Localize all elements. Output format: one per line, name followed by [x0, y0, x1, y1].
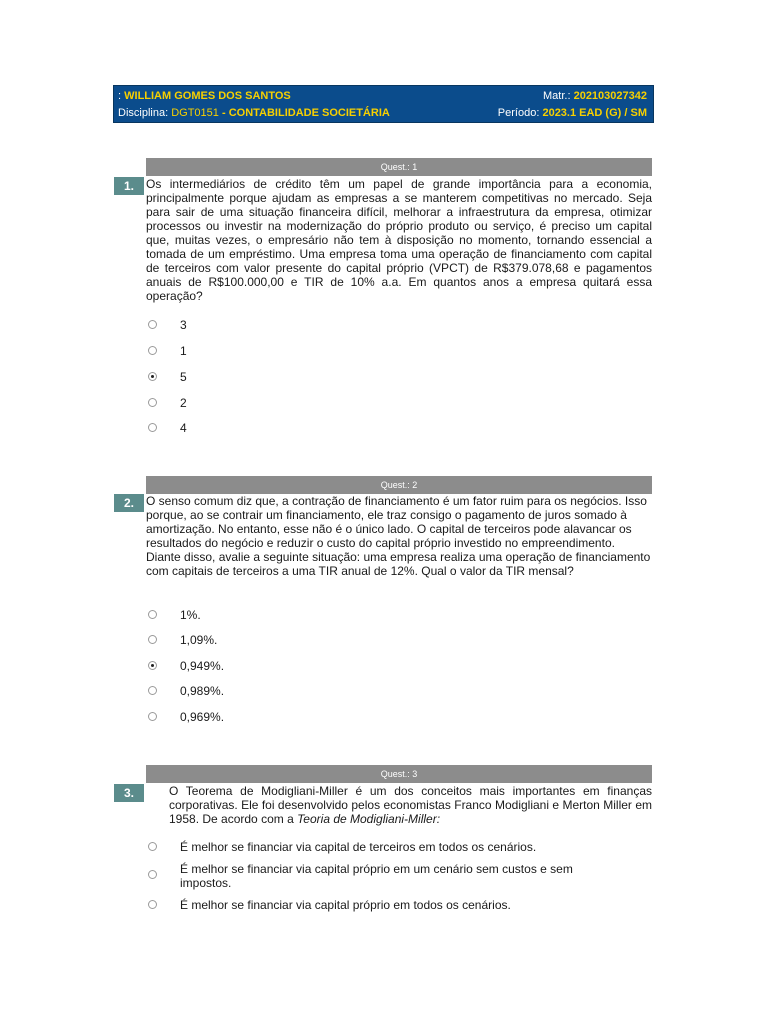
answer-option[interactable] — [146, 370, 652, 386]
question-text: O senso comum diz que, a contração de financiamento é um fator ruim para os negócios. Isso porque, ao se contrair um financiamento, ele traz consigo o pagamento de juros somado à amortização. No entanto, esse não é o único lado. O capital de terceiros pode alavancar os resultados do negócio e reduzir o custo do capital próprio investido no empreendimento. Diante disso, avalie a seguinte situação: uma empresa realiza uma operação de financiamento com capitais de terceiros a uma TIR anual de 12%. Qual o valor da TIR mensal? — [146, 494, 651, 578]
answer-option[interactable] — [146, 421, 652, 437]
period-value: 2023.1 EAD (G) / SM — [542, 107, 647, 119]
student-prefix: : — [118, 90, 122, 102]
question-number: 3. — [114, 784, 144, 802]
question-text-plain: O Teorema de Modigliani-Miller é um dos conceitos mais importantes em finanças corporativas. Ele foi desenvolvido pelos economistas Franco Modigliani e Merton Miller em 1958. De acordo com a — [169, 784, 652, 826]
answer-option[interactable] — [146, 659, 652, 675]
radio-button[interactable] — [148, 320, 157, 329]
answer-option[interactable] — [146, 633, 652, 649]
option-label: 5 — [180, 370, 187, 384]
radio-button[interactable] — [148, 398, 157, 407]
header-row-discipline — [118, 105, 647, 121]
discipline-name: CONTABILIDADE SOCIETÁRIA — [228, 107, 390, 119]
matricula-info — [543, 88, 647, 104]
student-info — [118, 88, 291, 104]
radio-button[interactable] — [148, 900, 157, 909]
option-label: 0,969%. — [180, 710, 225, 724]
matricula-label: Matr.: — [543, 90, 571, 102]
radio-button[interactable] — [148, 610, 157, 619]
option-label: 1,09%. — [180, 633, 218, 647]
option-label: 4 — [180, 421, 187, 435]
option-label: É melhor se financiar via capital próprio em todos os cenários. — [180, 898, 511, 912]
question-bar: Quest.: 2 — [146, 476, 652, 494]
option-label: 2 — [180, 396, 187, 410]
radio-button-selected[interactable] — [148, 661, 157, 670]
question-number: 2. — [114, 494, 144, 512]
discipline-code: DGT0151 — [171, 107, 219, 119]
answer-option[interactable] — [146, 898, 652, 914]
answer-option[interactable] — [146, 396, 652, 412]
question-text: Os intermediários de crédito têm um papel de grande importância para a economia, principalmente porque ajudam as empresas a se manterem competitivas no mercado. Seja para sair de uma situação financeira difícil, melhorar a infraestrutura da empresa, otimizar processos ou investir na modernização do próprio produto ou serviço, é preciso um capital que, muitas vezes, o empresário não tem à disposição no momento, tornando essencial a tomada de um empréstimo. Uma empresa toma uma operação de financiamento com capital de terceiros com valor presente do capital próprio (VPCT) de R$379.078,68 e pagamentos anuais de R$100.000,00 e TIR de 10% a.a. Em quantos anos a empresa quitará essa operação? — [146, 177, 652, 303]
answer-option[interactable] — [146, 710, 652, 726]
radio-button[interactable] — [148, 686, 157, 695]
answer-option[interactable] — [146, 840, 652, 856]
discipline-info — [118, 105, 390, 121]
option-label: 3 — [180, 318, 187, 332]
option-label: 0,949%. — [180, 659, 225, 673]
radio-button[interactable] — [148, 842, 157, 851]
question-bar: Quest.: 3 — [146, 765, 652, 783]
radio-button[interactable] — [148, 635, 157, 644]
answer-option[interactable] — [146, 862, 652, 892]
question-number: 1. — [114, 177, 144, 195]
option-label: É melhor se financiar via capital de terceiros em todos os cenários. — [180, 840, 537, 854]
discipline-label: Disciplina: — [118, 107, 169, 119]
radio-button[interactable] — [148, 870, 157, 879]
student-header — [113, 85, 654, 123]
radio-button-selected[interactable] — [148, 372, 157, 381]
radio-button[interactable] — [148, 712, 157, 721]
period-info — [498, 105, 647, 121]
answer-option[interactable] — [146, 684, 652, 700]
option-label: 1 — [180, 344, 187, 358]
question-text — [169, 784, 652, 826]
answer-option[interactable] — [146, 608, 652, 624]
radio-button[interactable] — [148, 346, 157, 355]
period-label: Período: — [497, 107, 540, 119]
radio-button[interactable] — [148, 423, 157, 432]
answer-option[interactable] — [146, 318, 652, 334]
discipline-separator: - — [218, 107, 229, 119]
question-bar: Quest.: 1 — [146, 158, 652, 176]
answer-option[interactable] — [146, 344, 652, 360]
option-label: 0,989%. — [180, 684, 225, 698]
student-name: WILLIAM GOMES DOS SANTOS — [124, 90, 291, 102]
option-label: É melhor se financiar via capital próprio em um cenário sem custos e sem impostos. — [180, 862, 573, 890]
header-row-student — [118, 88, 647, 104]
option-label: 1%. — [180, 608, 201, 622]
matricula-value: 202103027342 — [573, 90, 647, 102]
question-text-italic: Teoria de Modigliani-Miller: — [297, 812, 441, 826]
